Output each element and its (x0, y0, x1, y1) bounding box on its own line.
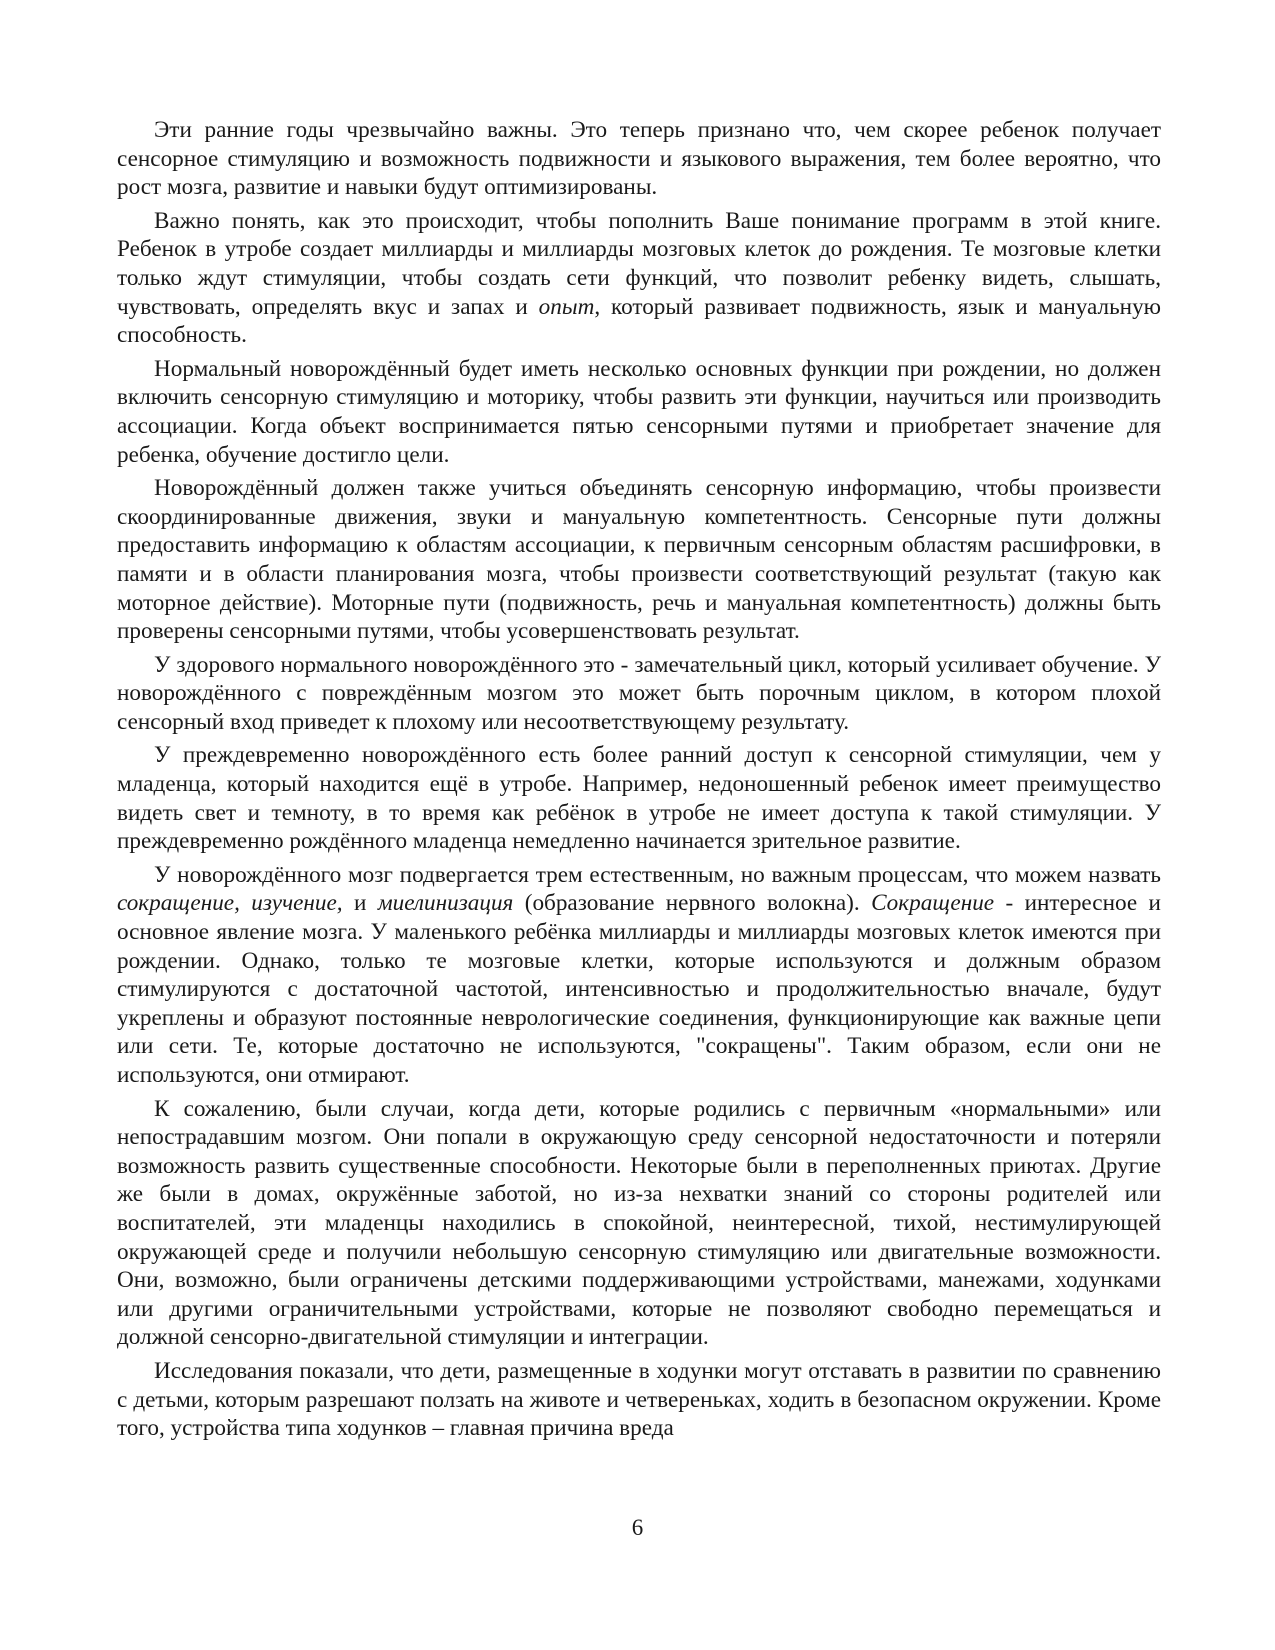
page-body (117, 116, 1161, 1448)
paragraph-text: (образование нервного волокна). (513, 890, 872, 917)
paragraph-text: Эти ранние годы чрезвычайно важны. Это теперь признано что, чем скорее ребенок получает сенсорное стимуляцию и возможность подвижности и языкового выражения, тем более вероятно, что рост мозга, развитие и навыки будут оптимизированы. (117, 117, 1161, 201)
italic-term-pruning: Сокращение (871, 890, 995, 917)
page-number: 6 (631, 1515, 644, 1540)
paragraph-9 (117, 1357, 1161, 1443)
paragraph-7 (117, 861, 1161, 1090)
paragraph-text: Исследования показали, что дети, размещенные в ходунки могут отставать в развитии по сравнению с детьми, которым разрешают ползать на животе и четвереньках, ходить в безопасном окружении. Кроме того, устройства типа ходунков – главная причина вреда (117, 1357, 1161, 1442)
paragraph-text: - интересное и основное явление мозга. У маленького ребёнка миллиарды и миллиарды мозговых клеток имеются при рождении. Однако, только те мозговые клетки, которые используются и должным образом стимулируются с достаточной частотой, интенсивностью и продолжительностью вначале, будут укреплены и образуют постоянные неврологические соединения, функционирующие как важные цепи или сети. Те, которые достаточно не используются, "сокращены". Таким образом, если они не используются, они отмирают. (117, 890, 1161, 1088)
italic-term-experience: опыт (538, 293, 595, 320)
paragraph-text: У новорождённого мозг подвергается трем естественным, но важным процессам, что можем назвать (154, 861, 1161, 888)
paragraph-1 (117, 116, 1161, 202)
paragraph-text: , который развивает подвижность, язык и мануальную способность. (117, 293, 1161, 349)
italic-term-pruning-learning: сокращение, изучение, (117, 890, 343, 917)
paragraph-6 (117, 741, 1161, 855)
paragraph-3 (117, 355, 1161, 469)
paragraph-text: Важно понять, как это происходит, чтобы пополнить Ваше понимание программ в этой книге. Ребенок в утробе создает миллиарды и миллиарды мозговых клеток до рождения. Те мозговые клетки только ждут стимуляции, чтобы создать сети функций, что позволит ребенку видеть, слышать, чувствовать, определять вкус и запах и (117, 207, 1161, 320)
paragraph-text: и (342, 890, 378, 917)
paragraph-text: К сожалению, были случаи, когда дети, которые родились с первичным «нормальными» или непострадавшим мозгом. Они попали в окружающую среду сенсорной недостаточности и потеряли возможность развить существенные способности. Некоторые были в переполненных приютах. Другие же были в домах, окружённые заботой, но из-за нехватки знаний со стороны родителей или воспитателей, эти младенцы находились в спокойной, неинтересной, тихой, нестимулирующей окружающей среде и получили небольшую сенсорную стимуляцию или двигательные возможности. Они, возможно, были ограничены детскими поддерживающими устройствами, манежами, ходунками или другими ограничительными устройствами, которые не позволяют свободно перемещаться и должной сенсорно-двигательной стимуляции и интеграции. (117, 1095, 1161, 1351)
paragraph-5 (117, 651, 1161, 737)
paragraph-text: Нормальный новорождённый будет иметь несколько основных функции при рождении, но должен включить сенсорную стимуляцию и моторику, чтобы развить эти функции, научиться или производить ассоциации. Когда объект воспринимается пятью сенсорными путями и приобретает значение для ребенка, обучение достигло цели. (117, 355, 1161, 468)
paragraph-text: У преждевременно новорождённого есть более ранний доступ к сенсорной стимуляции, чем у младенца, который находится ещё в утробе. Например, недоношенный ребенок имеет преимущество видеть свет и темноту, в то время как ребёнок в утробе не имеет доступа к такой стимуляции. У преждевременно рождённого младенца немедленно начинается зрительное развитие. (117, 742, 1161, 855)
paragraph-8 (117, 1095, 1161, 1352)
paragraph-text: Новорождённый должен также учиться объединять сенсорную информацию, чтобы произвести скоординированные движения, звуки и мануальную компетентность. Сенсорные пути должны предоставить информацию к областям ассоциации, к первичным сенсорным областям расшифровки, в памяти и в области планирования мозга, чтобы произвести соответствующий результат (такую как моторное действие). Моторные пути (подвижность, речь и мануальная компетентность) должны быть проверены сенсорными путями, чтобы усовершенствовать результат. (117, 475, 1161, 645)
paragraph-text: У здорового нормального новорождённого это - замечательный цикл, который усиливает обучение. У новорождённого с повреждённым мозгом это может быть порочным циклом, в котором плохой сенсорный вход приведет к плохому или несоответствующему результату. (117, 651, 1161, 735)
italic-term-myelination: миелинизация (377, 890, 514, 917)
paragraph-2 (117, 207, 1161, 350)
paragraph-4 (117, 474, 1161, 646)
